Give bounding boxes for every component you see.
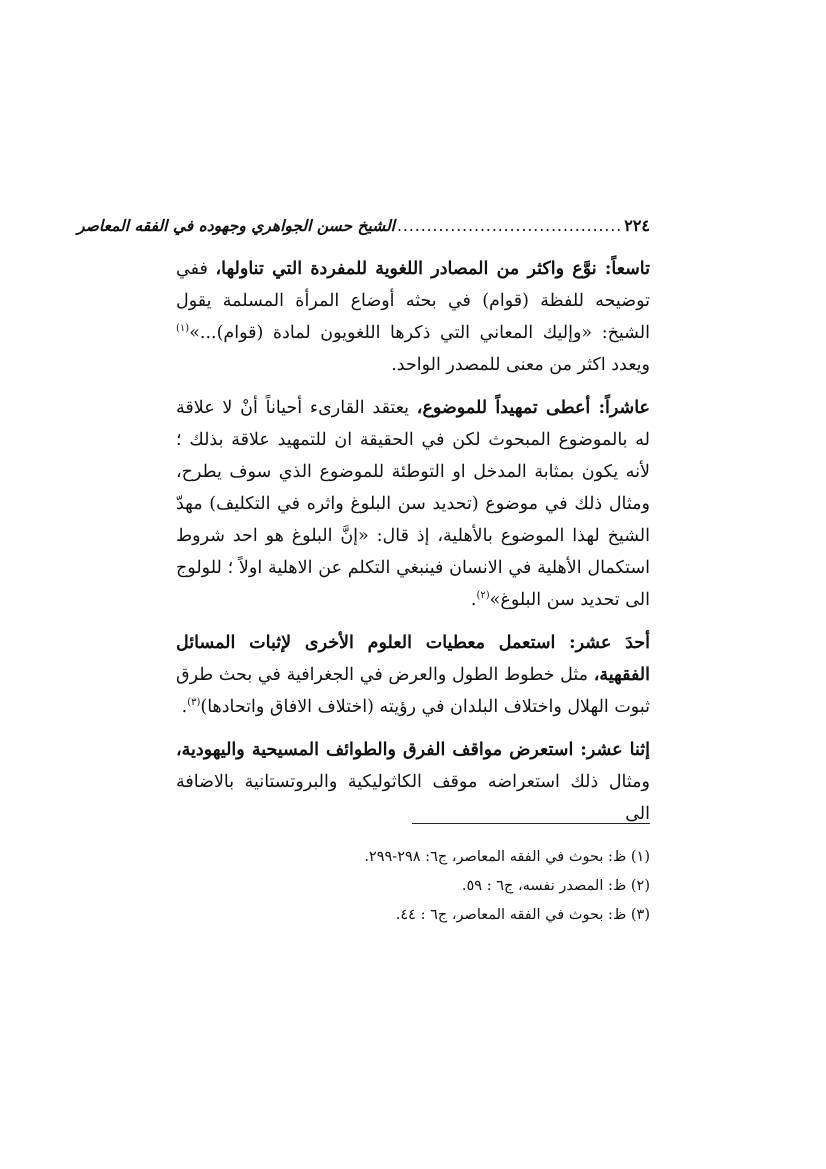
paragraph-heading: عاشراً: أعطى تمهيداً للموضوع، xyxy=(416,398,650,418)
paragraph-twelfth xyxy=(176,734,650,830)
footnote-reference[interactable]: (١) xyxy=(176,323,190,335)
paragraph-tail: ويعدد اكثر من معنى للمصدر الواحد. xyxy=(391,355,650,375)
paragraph-tenth xyxy=(176,392,650,616)
footnote-1: (١) ظ: بحوث في الفقه المعاصر، ج٦: ٢٩٨-٢٩٩. xyxy=(364,849,650,865)
footnote-reference[interactable]: (٢) xyxy=(476,590,490,602)
paragraph-text: يعتقد القارىء أحياناً أنْ لا علاقة له بالموضوع المبحوث لكن في الحقيقة ان للتمهيد علاقة بذلك ؛لأنه يكون بمثابة المدخل او التوطئة للموضوع الذي سوف يطرح، ومثال ذلك في موضوع (تحديد سن البلوغ واثره في التكليف) مهدّ الشيخ لهذا الموضوع بالأهلية، إذ قال: «إنَّ البلوغ هو احد شروط استكمال الأهلية في الانسان فينبغي التكلم عن الاهلية اولاً ؛ للولوج الى تحديد سن البلوغ» xyxy=(176,398,650,610)
footnotes xyxy=(176,843,650,930)
paragraph-tail: . xyxy=(181,697,188,717)
paragraph-heading: إثنا عشر: استعرض مواقف الفرق والطوائف المسيحية واليهودية، xyxy=(176,740,650,760)
footnote-2: (٢) ظ: المصدر نفسه، ج٦ : ٥٩. xyxy=(461,878,650,894)
paragraph-heading: تاسعاً: نوَّع واكثر من المصادر اللغوية للمفردة التي تناولها، xyxy=(215,259,650,279)
paragraph-text: مثل خطوط الطول والعرض في الجغرافية في بحث طرق ثبوت الهلال واختلاف البلدان في رؤيته (اختلاف الافاق واتحادها) xyxy=(176,665,650,717)
footnote-reference[interactable]: (٣) xyxy=(187,697,201,709)
main-text xyxy=(176,253,650,841)
running-title: الشيخ حسن الجواهري وجهوده في الفقه المعاصر xyxy=(77,216,395,235)
paragraph-tail: . xyxy=(470,590,477,610)
paragraph-ninth xyxy=(176,253,650,381)
footnote-3: (٣) ظ: بحوث في الفقه المعاصر، ج٦ : ٤٤. xyxy=(395,907,650,923)
paragraph-heading: أحدَ عشر: استعمل معطيات العلوم الأخرى لإثبات المسائل الفقهية، xyxy=(176,633,650,685)
page-number: ٢٢٤ xyxy=(624,216,650,235)
footnote-separator xyxy=(412,823,650,824)
paragraph-text: ومثال ذلك استعراضه موقف الكاثوليكية والبروتستانية بالاضافة الى xyxy=(176,772,650,824)
paragraph-text: ففي توضيحه للفظة (قوام) في بحثه أوضاع المرأة المسلمة يقول الشيخ: «وإليك المعاني التي ذكرها اللغويون لمادة (قوام)...» xyxy=(176,259,650,343)
paragraph-eleventh xyxy=(176,627,650,723)
header-dot-leader: ...................................... xyxy=(396,217,623,235)
running-header xyxy=(77,216,650,235)
